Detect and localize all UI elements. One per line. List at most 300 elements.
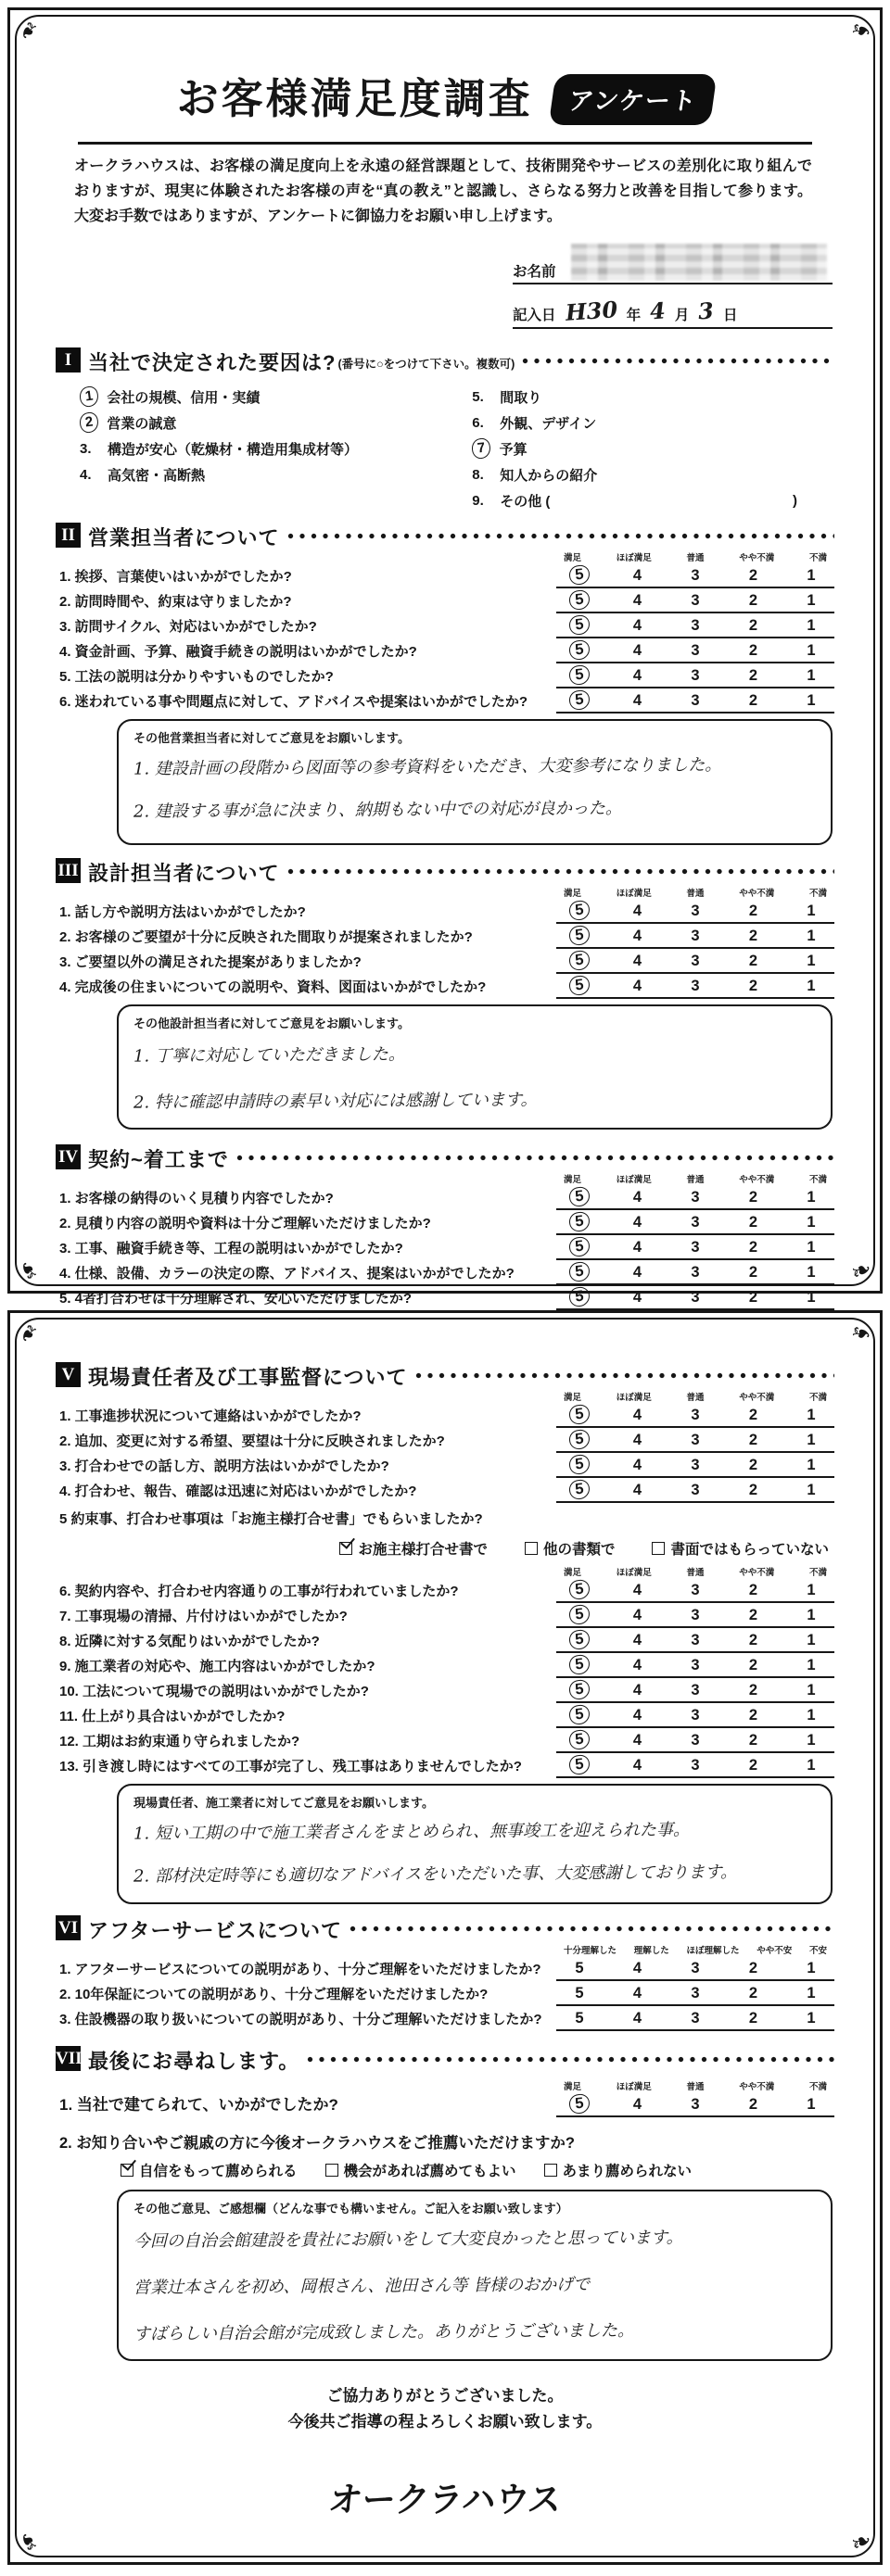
- rating-4: 4: [632, 592, 642, 609]
- rating-2: 2: [748, 928, 758, 944]
- choice-number-circled: 7: [471, 437, 492, 460]
- rating-2: 2: [748, 978, 758, 994]
- rating-3: 3: [691, 1289, 700, 1306]
- rating-4: 4: [632, 1289, 642, 1306]
- rating-5-selected: 5: [568, 689, 591, 711]
- rating-1: 1: [807, 1432, 816, 1448]
- checkbox-unchecked: [525, 1542, 538, 1555]
- footer-line-2: 今後共ご指導の程よろしくお願い致します。: [287, 2413, 603, 2431]
- dotted-leader: [415, 1372, 834, 1379]
- rating-scale: [556, 1187, 834, 1210]
- page-frame: [11, 13, 877, 1307]
- rating-5-selected: 5: [568, 975, 591, 996]
- rating-scale-header: [556, 2080, 834, 2092]
- rating-2: 2: [748, 1407, 758, 1423]
- page-frame: [11, 1316, 877, 2559]
- choice-label: 構造が安心（乾燥材・構造用集成材等）: [108, 441, 359, 458]
- checkbox-option: [325, 2160, 516, 2180]
- rating-4: 4: [632, 978, 642, 994]
- question-row: [56, 1981, 834, 2006]
- question-text: 5. 工法の説明は分かりやすいものでしたか?: [59, 669, 334, 685]
- choice-close-paren: ): [792, 492, 797, 509]
- rating-2: 2: [748, 1707, 758, 1724]
- handwritten-comment: 営業辻本さんを初め、岡根さん、池田さん等 皆様のおかげで: [133, 2275, 591, 2298]
- rating-4: 4: [632, 1264, 642, 1281]
- section-title: 設計担当者について: [88, 862, 280, 885]
- scale-label: 不満: [808, 553, 827, 563]
- question-text: 2. 訪問時間や、約束は守りましたか?: [59, 594, 292, 610]
- rating-1: 1: [807, 953, 816, 969]
- rating-4: 4: [632, 1239, 642, 1256]
- rating-5-selected: 5: [568, 1454, 591, 1475]
- rating-scale: [556, 976, 834, 999]
- question-text: 3. 住設機器の取り扱いについての説明があり、十分ご理解いただけましたか?: [59, 2012, 542, 2027]
- rating-2: 2: [748, 1239, 758, 1256]
- rating-5: 5: [575, 1985, 584, 2001]
- question-text: 11. 仕上がり具合はいかがでしたか?: [59, 1709, 286, 1724]
- question-text: 1. 当社で建てられて、いかがでしたか?: [59, 2096, 338, 2114]
- section-title: 現場責任者及び工事監督について: [88, 1366, 408, 1389]
- rating-scale: [556, 1212, 834, 1235]
- name-label: お名前: [513, 264, 556, 280]
- rating-scale: [556, 2010, 834, 2031]
- section-4-questions: [56, 1185, 834, 1310]
- handwritten-comments: [134, 746, 816, 831]
- scale-label: 満足: [564, 1393, 582, 1403]
- section-4-header: [56, 1144, 834, 1173]
- rating-5-selected: 5: [568, 1404, 591, 1425]
- question-text: 1. 工事進捗状況について連絡はいかがでしたか?: [59, 1408, 362, 1424]
- rating-5-selected: 5: [568, 1261, 591, 1282]
- rating-3: 3: [691, 617, 700, 634]
- rating-5-selected: 5: [568, 900, 591, 921]
- rating-1: 1: [807, 1985, 816, 2001]
- rating-3: 3: [691, 1457, 700, 1473]
- rating-4: 4: [632, 567, 642, 584]
- dotted-leader: [522, 358, 834, 364]
- rating-4: 4: [632, 1214, 642, 1231]
- rating-3: 3: [691, 903, 700, 919]
- scale-label: やや不満: [739, 1393, 775, 1403]
- question-text: 1. お客様の納得のいく見積り内容でしたか?: [59, 1191, 334, 1206]
- checkbox-option: [121, 2160, 298, 2180]
- rating-1: 1: [807, 1582, 816, 1598]
- checkbox-option: [544, 2160, 693, 2180]
- rating-2: 2: [748, 1582, 758, 1598]
- choice-label: 会社の規模、信用・実績: [107, 389, 261, 406]
- choice-number: 8.: [472, 466, 484, 483]
- section-1-header: [56, 347, 834, 376]
- scale-label: ほぼ満足: [616, 2082, 652, 2092]
- rating-3: 3: [691, 1214, 700, 1231]
- final-comment-box: [117, 2190, 833, 2361]
- section-title: 営業担当者について: [88, 526, 280, 549]
- rating-1: 1: [807, 1264, 816, 1281]
- question-row: [56, 1235, 834, 1260]
- rating-4: 4: [632, 928, 642, 944]
- dotted-leader: [350, 1926, 834, 1932]
- rating-5-selected: 5: [568, 1236, 591, 1257]
- comment-box-label: その他営業担当者に対してご意見をお願いします。: [134, 731, 410, 745]
- question-row: [56, 588, 834, 613]
- rating-scale: [556, 1580, 834, 1603]
- scale-label: やや不満: [739, 1175, 775, 1185]
- scale-label: 不満: [808, 889, 827, 899]
- rating-scale: [556, 640, 834, 663]
- rating-4: 4: [632, 1657, 642, 1673]
- question-row: [56, 563, 834, 588]
- rating-2: 2: [748, 1732, 758, 1749]
- rating-scale: [556, 590, 834, 613]
- rating-1: 1: [807, 667, 816, 684]
- checkbox-option: [339, 1538, 488, 1559]
- question-row: [56, 1210, 834, 1235]
- section-numeral: I: [56, 347, 81, 373]
- rating-3: 3: [691, 1732, 700, 1749]
- rating-scale: [556, 1480, 834, 1503]
- section-numeral: V: [56, 1362, 81, 1387]
- question-text: 4. 資金計画、予算、融資手続きの説明はいかがでしたか?: [59, 644, 417, 660]
- question-row: [56, 1185, 834, 1210]
- choice-item: [80, 384, 472, 410]
- rating-2: 2: [748, 667, 758, 684]
- rating-2: 2: [748, 1682, 758, 1698]
- rating-3: 3: [691, 1960, 700, 1976]
- scale-label: やや不満: [739, 2082, 775, 2092]
- question-text: 2. 見積り内容の説明や資料は十分ご理解いただけましたか?: [59, 1216, 431, 1231]
- rating-4: 4: [632, 1607, 642, 1623]
- rating-1: 1: [807, 1682, 816, 1698]
- rating-4: 4: [632, 2010, 642, 2027]
- rating-scale: [556, 1705, 834, 1728]
- question-text: 3. 工事、融資手続き等、工程の説明はいかがでしたか?: [59, 1241, 403, 1256]
- section-2-questions: [56, 563, 834, 713]
- recommendation-checkbox-group: [121, 2160, 834, 2180]
- question-text: 4. 完成後の住まいについての説明や、資料、図面はいかがでしたか?: [59, 979, 487, 995]
- rating-scale: [556, 1680, 834, 1703]
- rating-scale: [556, 1237, 834, 1260]
- scale-label: 満足: [564, 553, 582, 563]
- handwritten-date-month: 4: [649, 297, 667, 325]
- rating-1: 1: [807, 1707, 816, 1724]
- scale-label: やや不満: [739, 1568, 775, 1578]
- question-row: [56, 638, 834, 663]
- rating-scale-header: [556, 551, 834, 563]
- question-text: 1. アフターサービスについての説明があり、十分ご理解をいただけましたか?: [59, 1962, 541, 1977]
- scale-label: 満足: [564, 1568, 582, 1578]
- question-row: [56, 1956, 834, 1981]
- corner-flourish-icon: ❧: [11, 2526, 46, 2557]
- question-text: 3. ご要望以外の満足された提案がありましたか?: [59, 954, 362, 970]
- scale-label: 満足: [564, 2082, 582, 2092]
- handwritten-date-year: H30: [564, 296, 618, 326]
- rating-3: 3: [691, 642, 700, 659]
- choice-number: 3.: [80, 440, 92, 457]
- rating-4: 4: [632, 1757, 642, 1774]
- question-row: [56, 1403, 834, 1428]
- scale-label: ほぼ理解した: [686, 1946, 740, 1956]
- rating-2: 2: [748, 903, 758, 919]
- question-text: 2. 追加、変更に対する希望、要望は十分に反映されましたか?: [59, 1433, 445, 1449]
- choice-number-circled: 1: [79, 385, 100, 408]
- rating-4: 4: [632, 617, 642, 634]
- comment-box-label: その他設計担当者に対してご意見をお願いします。: [134, 1017, 410, 1030]
- rating-2: 2: [748, 692, 758, 709]
- question-row: [56, 974, 834, 999]
- day-suffix: 日: [723, 308, 738, 323]
- rating-scale: [556, 1455, 834, 1478]
- corner-flourish-icon: ❧: [846, 2524, 877, 2559]
- section-3-comment-box: [117, 1004, 833, 1130]
- section-title: 当社で決定された要因は?: [88, 351, 337, 374]
- section-numeral: VII: [56, 2046, 81, 2071]
- question-text: 8. 近隣に対する気配りはいかがでしたか?: [59, 1634, 320, 1649]
- rating-1: 1: [807, 1239, 816, 1256]
- footer: [56, 2383, 834, 2521]
- document-title-row: [56, 65, 834, 129]
- rating-scale: [556, 1730, 834, 1753]
- dotted-leader: [287, 868, 834, 875]
- rating-4: 4: [632, 1407, 642, 1423]
- rating-2: 2: [748, 567, 758, 584]
- rating-1: 1: [807, 1632, 816, 1648]
- scale-label: ほぼ満足: [616, 1393, 652, 1403]
- choice-item: [80, 436, 472, 461]
- rating-1: 1: [807, 592, 816, 609]
- rating-5-selected: 5: [568, 564, 591, 586]
- rating-scale: [556, 1605, 834, 1628]
- choice-label: 知人からの紹介: [500, 467, 598, 484]
- rating-5-selected: 5: [568, 1429, 591, 1450]
- question-text: 1. 挨拶、言葉使いはいかがでしたか?: [59, 569, 292, 585]
- footer-line-1: ご協力ありがとうございました。: [326, 2387, 564, 2405]
- handwritten-comment: すばらしい自治会館が完成致しました。ありがとうございました。: [133, 2320, 635, 2344]
- rating-2: 2: [748, 1457, 758, 1473]
- rating-1: 1: [807, 903, 816, 919]
- handwritten-comment: 2. 部材決定時等にも適切なアドバイスをいただいた事、大変感謝しております。: [133, 1863, 737, 1887]
- rating-3: 3: [691, 1757, 700, 1774]
- scale-label: 不満: [808, 1175, 827, 1185]
- scale-label: やや不満: [739, 889, 775, 899]
- date-field: [513, 296, 833, 329]
- corner-flourish-icon: ❧: [846, 1316, 877, 1351]
- scale-label: やや不満: [739, 553, 775, 563]
- rating-4: 4: [632, 1582, 642, 1598]
- rating-2: 2: [748, 1607, 758, 1623]
- rating-3: 3: [691, 592, 700, 609]
- rating-3: 3: [691, 1239, 700, 1256]
- question-text: 6. 契約内容や、打合わせ内容通りの工事が行われていましたか?: [59, 1584, 459, 1599]
- rating-1: 1: [807, 1214, 816, 1231]
- rating-scale: [556, 615, 834, 638]
- rating-4: 4: [632, 1632, 642, 1648]
- survey-page-1: [7, 7, 883, 1307]
- rating-scale: [556, 1960, 834, 1981]
- rating-3: 3: [691, 567, 700, 584]
- corner-flourish-icon: ❧: [11, 1255, 46, 1286]
- intro-text: オークラハウスは、お客様の満足度向上を永遠の経営課題として、技術開発やサービスの差別化に取り組んでおりますが、現実に体験されたお客様の声を“真の教え”と認識し、さらなる努力と改善を目指して参ります。大変お手数ではありますが、アンケートに御協力をお願い申し上げます。: [74, 158, 812, 224]
- rating-1: 1: [807, 2096, 816, 2113]
- rating-3: 3: [691, 928, 700, 944]
- rating-3: 3: [691, 1582, 700, 1598]
- section-numeral: II: [56, 523, 81, 548]
- checkbox-label: 書面ではもらっていない: [670, 1542, 829, 1558]
- scale-label: 普通: [686, 553, 705, 563]
- rating-scale: [556, 1630, 834, 1653]
- rating-4: 4: [632, 953, 642, 969]
- rating-3: 3: [691, 953, 700, 969]
- redacted-name: [571, 244, 827, 281]
- scale-label: ほぼ満足: [616, 553, 652, 563]
- question-row: [56, 1453, 834, 1478]
- checkbox-label: お施主様打合せ書で: [358, 1542, 488, 1558]
- rating-5-selected: 5: [568, 664, 591, 686]
- rating-1: 1: [807, 1189, 816, 1206]
- question-text: 3. 打合わせでの話し方、説明方法はいかがでしたか?: [59, 1458, 389, 1474]
- rating-3: 3: [691, 1607, 700, 1623]
- choice-label: 間取り: [500, 389, 542, 406]
- question-row: [56, 663, 834, 688]
- rating-5-selected: 5: [568, 1579, 591, 1600]
- rating-2: 2: [748, 1960, 758, 1976]
- question-text: 5. 4者打合わせは十分理解され、安心いただけましたか?: [59, 1291, 413, 1307]
- choice-item: [80, 461, 472, 487]
- rating-4: 4: [632, 1457, 642, 1473]
- dotted-leader: [236, 1155, 834, 1161]
- rating-5-selected: 5: [568, 1729, 591, 1750]
- name-field: [513, 244, 833, 284]
- rating-1: 1: [807, 567, 816, 584]
- rating-1: 1: [807, 617, 816, 634]
- scale-label: 不満: [808, 1393, 827, 1403]
- comment-box-label: 現場責任者、施工業者に対してご意見をお願いします。: [134, 1796, 434, 1810]
- question-text: 4. 打合わせ、報告、確認は迅速に対応はいかがでしたか?: [59, 1484, 417, 1499]
- rating-5-selected: 5: [568, 1286, 591, 1307]
- section-5-header: [56, 1362, 834, 1391]
- rating-3: 3: [691, 1189, 700, 1206]
- rating-3: 3: [691, 692, 700, 709]
- checkbox-unchecked: [544, 2164, 557, 2177]
- rating-scale: [556, 1405, 834, 1428]
- rating-5-selected: 5: [568, 1754, 591, 1775]
- rating-5-selected: 5: [568, 925, 591, 946]
- rating-scale: [556, 1985, 834, 2006]
- question-text: 1. 話し方や説明方法はいかがでしたか?: [59, 904, 306, 920]
- rating-4: 4: [632, 1432, 642, 1448]
- rating-4: 4: [632, 1985, 642, 2001]
- section-title: 契約~着工まで: [88, 1148, 229, 1171]
- rating-scale-header: [556, 1173, 834, 1185]
- rating-4: 4: [632, 2096, 642, 2113]
- choice-number: 5.: [472, 388, 484, 405]
- rating-scale: [556, 690, 834, 713]
- rating-2: 2: [748, 2096, 758, 2113]
- rating-3: 3: [691, 1985, 700, 2001]
- checkbox-unchecked: [652, 1542, 665, 1555]
- rating-scale: [556, 951, 834, 974]
- rating-2: 2: [748, 1657, 758, 1673]
- rating-5-selected: 5: [568, 1679, 591, 1700]
- rating-scale: [556, 1262, 834, 1285]
- factor-column-left: [80, 384, 472, 513]
- rating-1: 1: [807, 2010, 816, 2027]
- rating-2: 2: [748, 1189, 758, 1206]
- rating-scale-header: [556, 1391, 834, 1403]
- choice-number-circled: 2: [79, 411, 100, 434]
- scale-label: 満足: [564, 889, 582, 899]
- rating-scale: [556, 665, 834, 688]
- question-text: 9. 施工業者の対応や、施工内容はいかがでしたか?: [59, 1659, 375, 1674]
- rating-2: 2: [748, 1264, 758, 1281]
- choice-label: 予算: [499, 441, 528, 458]
- rating-1: 1: [807, 1482, 816, 1498]
- choice-number: 6.: [472, 414, 484, 431]
- scale-label: 不満: [808, 1568, 827, 1578]
- question-row: [56, 1728, 834, 1753]
- rating-5-selected: 5: [568, 589, 591, 611]
- question-row: [56, 1260, 834, 1285]
- rating-scale: [556, 1655, 834, 1678]
- choice-item: [472, 436, 834, 461]
- scale-label: 理解した: [633, 1946, 669, 1956]
- check-mark-icon: [341, 1534, 356, 1549]
- scale-label: 普通: [686, 1175, 705, 1185]
- section-2-header: [56, 523, 834, 551]
- comment-box-label: その他ご意見、ご感想欄（どんな事でも構いません。ご記入をお願い致します）: [134, 2202, 568, 2216]
- rating-3: 3: [691, 978, 700, 994]
- question-text: 3. 訪問サイクル、対応はいかがでしたか?: [59, 619, 317, 635]
- rating-scale: [556, 1755, 834, 1778]
- question-row: [56, 1428, 834, 1453]
- section-subtitle: (番号に○をつけて下さい。複数可): [337, 358, 515, 371]
- handwritten-comment: 今回の自治会館建設を貴社にお願いをして大変良かったと思っています。: [133, 2228, 683, 2252]
- question-row: [56, 1678, 834, 1703]
- rating-5-selected: 5: [568, 1479, 591, 1500]
- rating-1: 1: [807, 1757, 816, 1774]
- check-mark-icon: [121, 2155, 136, 2171]
- factor-choices: [80, 384, 834, 513]
- question-row: [56, 1628, 834, 1653]
- scale-label: 十分理解した: [564, 1946, 617, 1956]
- handwritten-comment: 2. 建設する事が急に決まり、納期もない中での対応が良かった。: [133, 798, 622, 822]
- section-3-header: [56, 858, 834, 887]
- section-5-questions-a: [56, 1403, 834, 1503]
- handwritten-comment: 1. 短い工期の中で施工業者さんをまとめられ、無事竣工を迎えられた事。: [133, 1820, 691, 1844]
- choice-number: 4.: [80, 466, 92, 483]
- rating-5-selected: 5: [568, 1654, 591, 1675]
- question-row: [56, 1653, 834, 1678]
- section-numeral: III: [56, 858, 81, 883]
- scale-label: 普通: [686, 889, 705, 899]
- choice-item: [80, 410, 472, 436]
- rating-2: 2: [748, 642, 758, 659]
- handwritten-comments: [134, 1031, 816, 1124]
- handwritten-date-day: 3: [697, 297, 716, 325]
- question-row: [56, 1753, 834, 1778]
- rating-scale: [556, 901, 834, 924]
- rating-4: 4: [632, 1682, 642, 1698]
- rating-scale: [556, 565, 834, 588]
- question-text: 2. お客様のご要望が十分に反映された間取りが提案されましたか?: [59, 929, 473, 945]
- rating-3: 3: [691, 1657, 700, 1673]
- question-row: [56, 2006, 834, 2031]
- rating-3: 3: [691, 2096, 700, 2113]
- date-label: 記入日: [513, 308, 556, 323]
- section-title: 最後にお尋ねします。: [88, 2050, 300, 2073]
- handwritten-comments: [134, 2216, 816, 2355]
- checkbox-label: 機会があれば薦めてもよい: [343, 2164, 516, 2179]
- checkbox-unchecked: [325, 2164, 338, 2177]
